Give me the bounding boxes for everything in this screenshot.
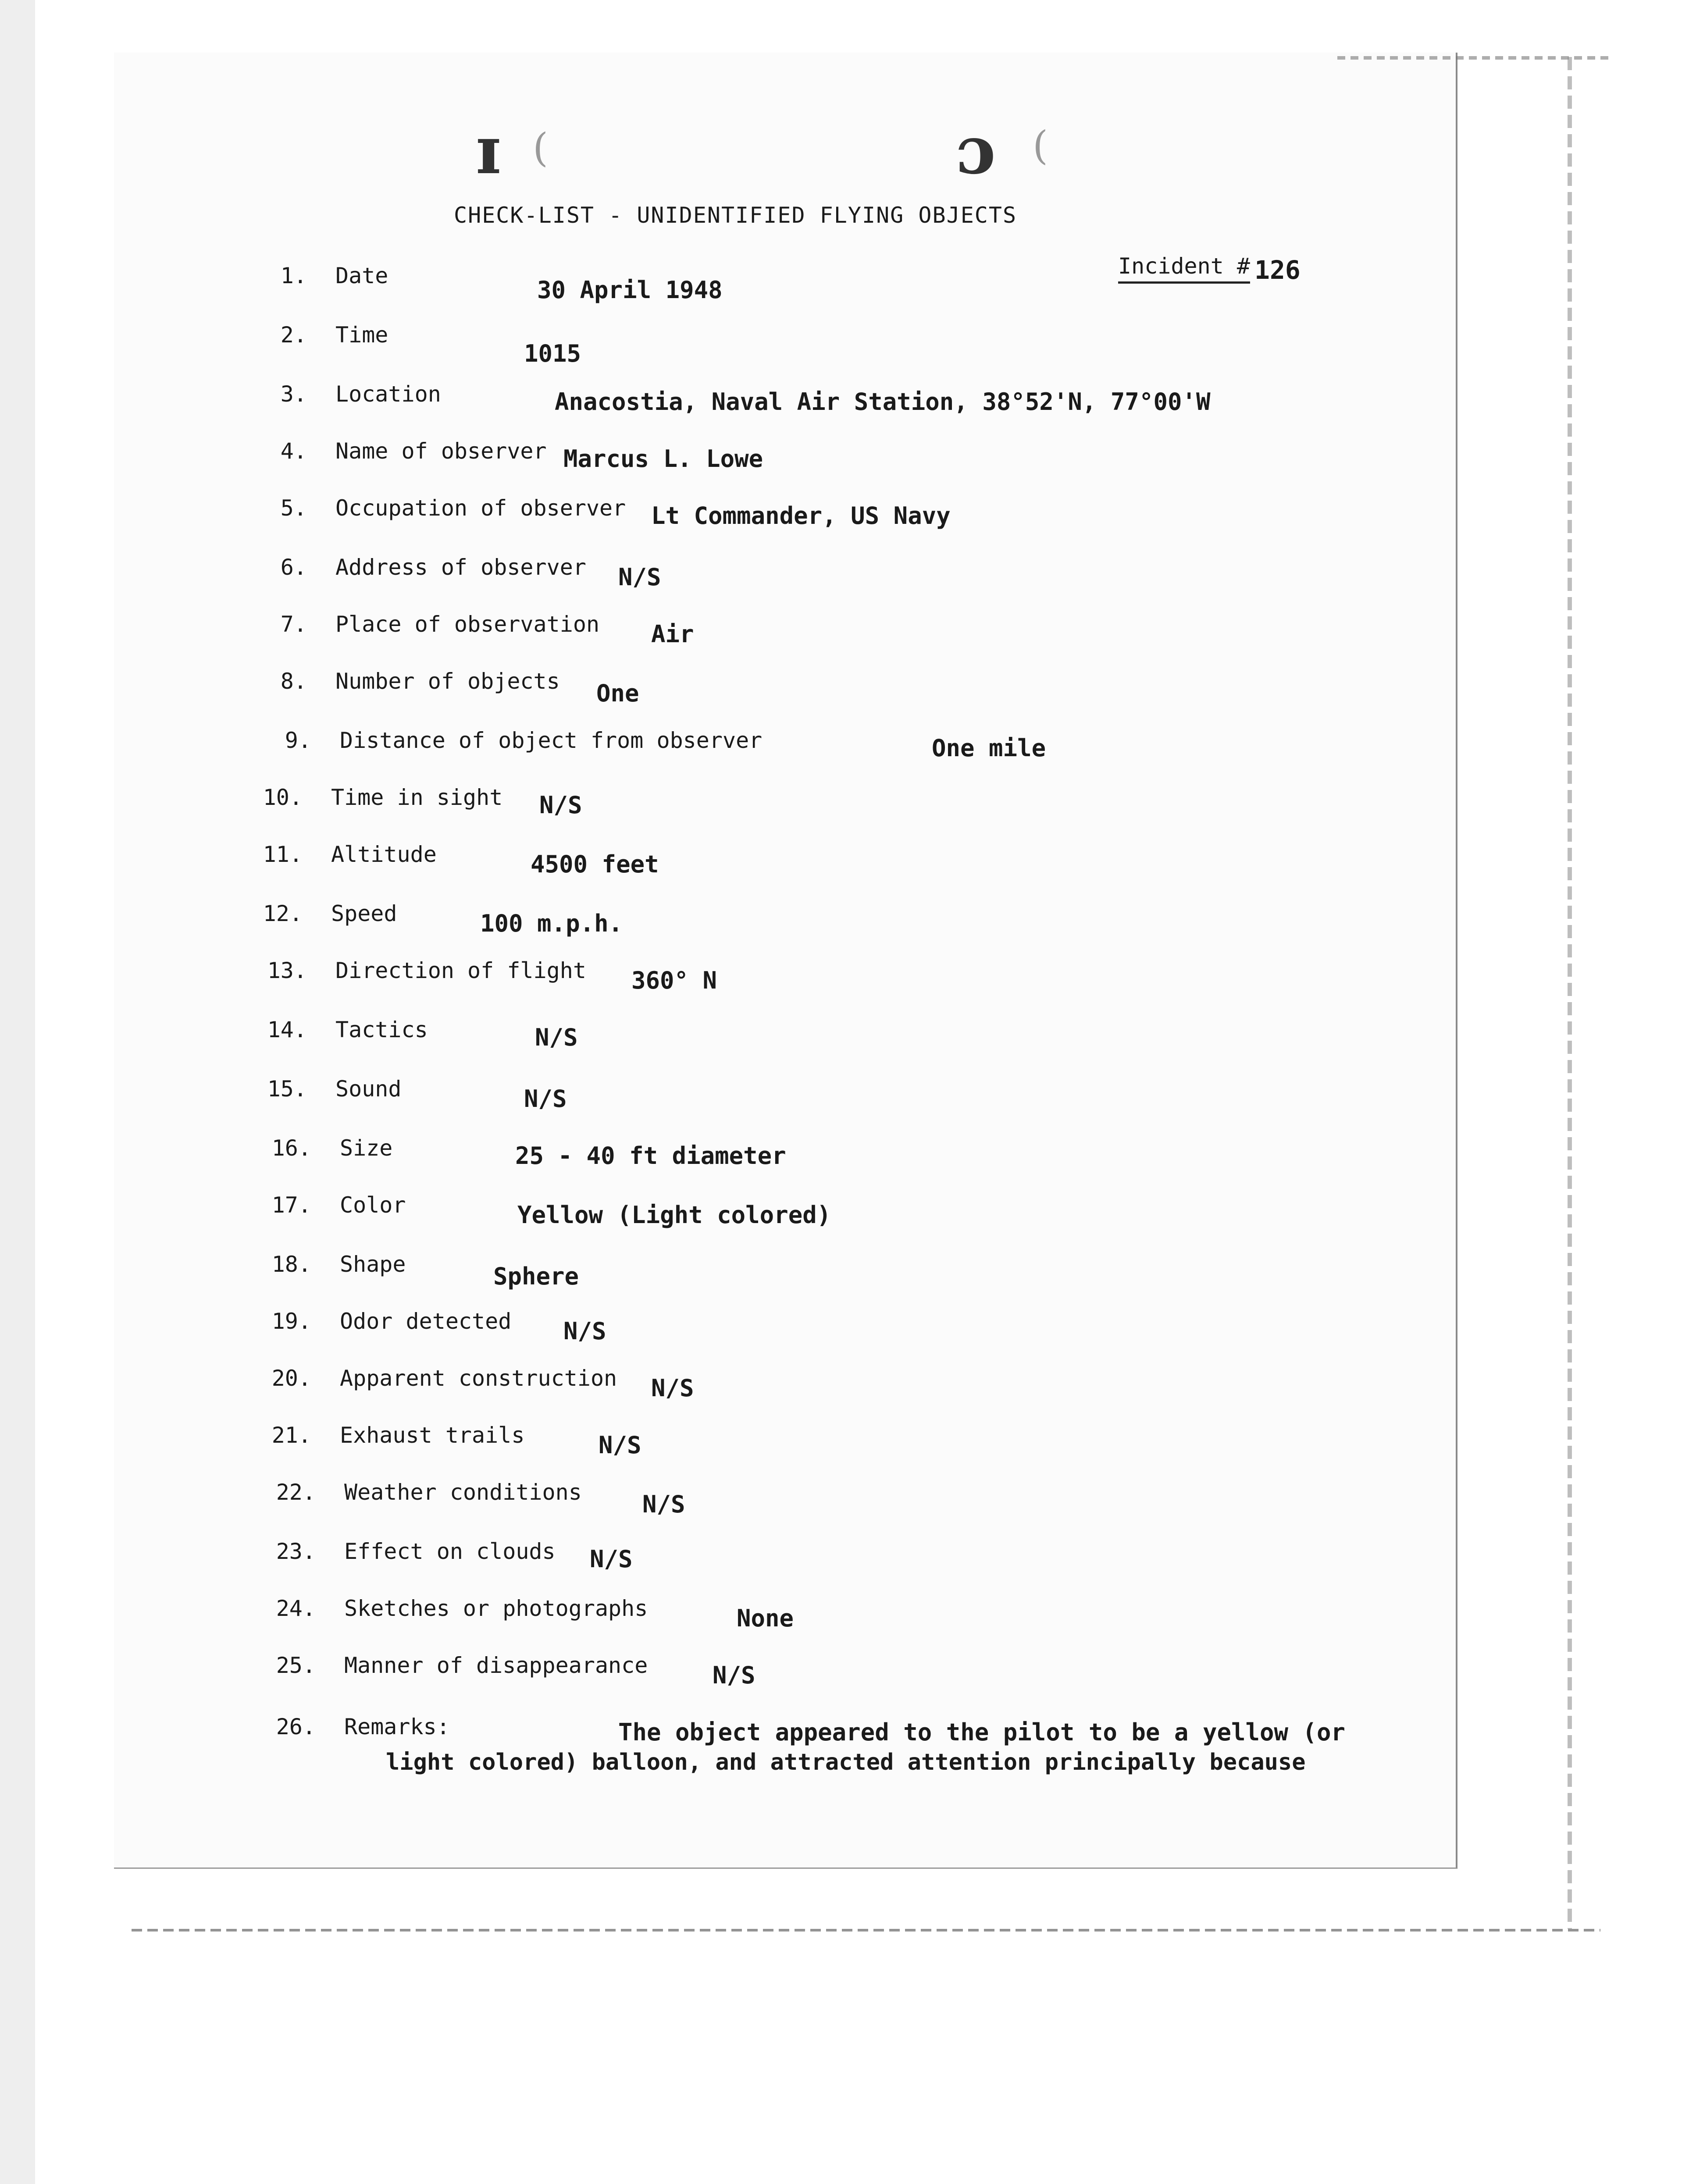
item-number: 1. bbox=[280, 263, 307, 288]
item-value: N/S bbox=[590, 1545, 633, 1573]
item-label: Time bbox=[335, 322, 388, 348]
item-label: Distance of object from observer bbox=[340, 728, 763, 753]
item-label: Place of observation bbox=[335, 612, 600, 637]
item-value: Sphere bbox=[493, 1263, 579, 1290]
item-value: 360° N bbox=[631, 967, 717, 994]
item-number: 17. bbox=[271, 1192, 311, 1218]
remarks-continuation: light colored) balloon, and attracted attention principally because bbox=[386, 1749, 1306, 1775]
item-label: Manner of disappearance bbox=[344, 1653, 648, 1678]
item-label: Speed bbox=[331, 901, 397, 926]
item-number: 12. bbox=[263, 901, 303, 926]
item-value: One mile bbox=[932, 734, 1046, 762]
item-number: 5. bbox=[280, 495, 307, 521]
item-number: 23. bbox=[276, 1539, 316, 1564]
item-number: 15. bbox=[267, 1076, 307, 1102]
incident-label: Incident # bbox=[1118, 253, 1250, 284]
item-value: 1015 bbox=[524, 340, 581, 367]
item-label: Exhaust trails bbox=[340, 1423, 525, 1448]
item-number: 20. bbox=[271, 1366, 311, 1391]
item-value: N/S bbox=[642, 1490, 685, 1518]
item-number: 19. bbox=[271, 1309, 311, 1334]
item-value: 4500 feet bbox=[531, 850, 659, 878]
item-number: 25. bbox=[276, 1653, 316, 1678]
item-number: 14. bbox=[267, 1017, 307, 1042]
item-label: Occupation of observer bbox=[335, 495, 626, 521]
item-number: 22. bbox=[276, 1480, 316, 1505]
item-value: 25 - 40 ft diameter bbox=[515, 1142, 786, 1170]
page-left-margin bbox=[0, 0, 35, 2184]
item-label: Number of objects bbox=[335, 669, 560, 694]
item-label: Time in sight bbox=[331, 785, 503, 810]
item-label: Apparent construction bbox=[340, 1366, 617, 1391]
item-value: Lt Commander, US Navy bbox=[651, 502, 951, 530]
item-label: Color bbox=[340, 1192, 406, 1218]
item-label: Shape bbox=[340, 1252, 406, 1277]
item-value: 100 m.p.h. bbox=[480, 910, 623, 937]
item-value: N/S bbox=[524, 1085, 567, 1113]
item-value: N/S bbox=[535, 1024, 578, 1051]
item-value: Air bbox=[651, 620, 694, 648]
punch-hole-paren-right: ( bbox=[1033, 123, 1048, 169]
item-value: N/S bbox=[713, 1661, 755, 1689]
item-value: N/S bbox=[618, 563, 661, 591]
bottom-edge-rule bbox=[132, 1929, 1600, 1931]
item-value: Yellow (Light colored) bbox=[517, 1201, 831, 1229]
item-label: Direction of flight bbox=[335, 958, 586, 983]
item-label: Sound bbox=[335, 1076, 402, 1102]
punch-hole-mark-right: ɔ bbox=[956, 112, 996, 189]
item-label: Altitude bbox=[331, 842, 437, 867]
punch-hole-paren-left: ( bbox=[533, 125, 549, 171]
item-number: 7. bbox=[280, 612, 307, 637]
incident-number-block bbox=[1118, 250, 1301, 285]
item-number: 2. bbox=[280, 322, 307, 348]
item-label: Size bbox=[340, 1135, 393, 1161]
item-value: N/S bbox=[563, 1317, 606, 1345]
item-number: 11. bbox=[263, 842, 303, 867]
item-number: 18. bbox=[271, 1252, 311, 1277]
item-value: N/S bbox=[599, 1431, 641, 1459]
incident-number: 126 bbox=[1254, 255, 1301, 285]
item-number: 8. bbox=[280, 669, 307, 694]
item-value: N/S bbox=[651, 1374, 694, 1402]
item-label: Remarks: bbox=[344, 1714, 450, 1739]
item-number: 3. bbox=[280, 381, 307, 407]
item-value: None bbox=[737, 1604, 794, 1632]
item-label: Effect on clouds bbox=[344, 1539, 556, 1564]
item-value: One bbox=[596, 679, 639, 707]
item-number: 4. bbox=[280, 438, 307, 464]
item-number: 13. bbox=[267, 958, 307, 983]
item-number: 6. bbox=[280, 555, 307, 580]
item-label: Date bbox=[335, 263, 388, 288]
item-number: 16. bbox=[271, 1135, 311, 1161]
item-value: 30 April 1948 bbox=[537, 276, 723, 304]
item-number: 10. bbox=[263, 785, 303, 810]
item-label: Weather conditions bbox=[344, 1480, 582, 1505]
item-value: Anacostia, Naval Air Station, 38°52'N, 77°00'W bbox=[555, 388, 1211, 416]
item-value: N/S bbox=[539, 791, 582, 819]
item-label: Location bbox=[335, 381, 441, 407]
item-label: Address of observer bbox=[335, 555, 586, 580]
right-edge-rule bbox=[1568, 57, 1572, 1929]
item-value: Marcus L. Lowe bbox=[563, 445, 763, 473]
item-number: 26. bbox=[276, 1714, 316, 1739]
item-label: Sketches or photographs bbox=[344, 1596, 648, 1621]
item-label: Tactics bbox=[335, 1017, 428, 1042]
item-label: Name of observer bbox=[335, 438, 547, 464]
item-number: 9. bbox=[285, 728, 311, 753]
item-number: 21. bbox=[271, 1423, 311, 1448]
document-title: CHECK-LIST - UNIDENTIFIED FLYING OBJECTS bbox=[454, 203, 1017, 228]
item-number: 24. bbox=[276, 1596, 316, 1621]
item-label: Odor detected bbox=[340, 1309, 512, 1334]
punch-hole-mark-left: ɪ bbox=[476, 112, 501, 189]
item-value: The object appeared to the pilot to be a yellow (or bbox=[618, 1718, 1346, 1746]
